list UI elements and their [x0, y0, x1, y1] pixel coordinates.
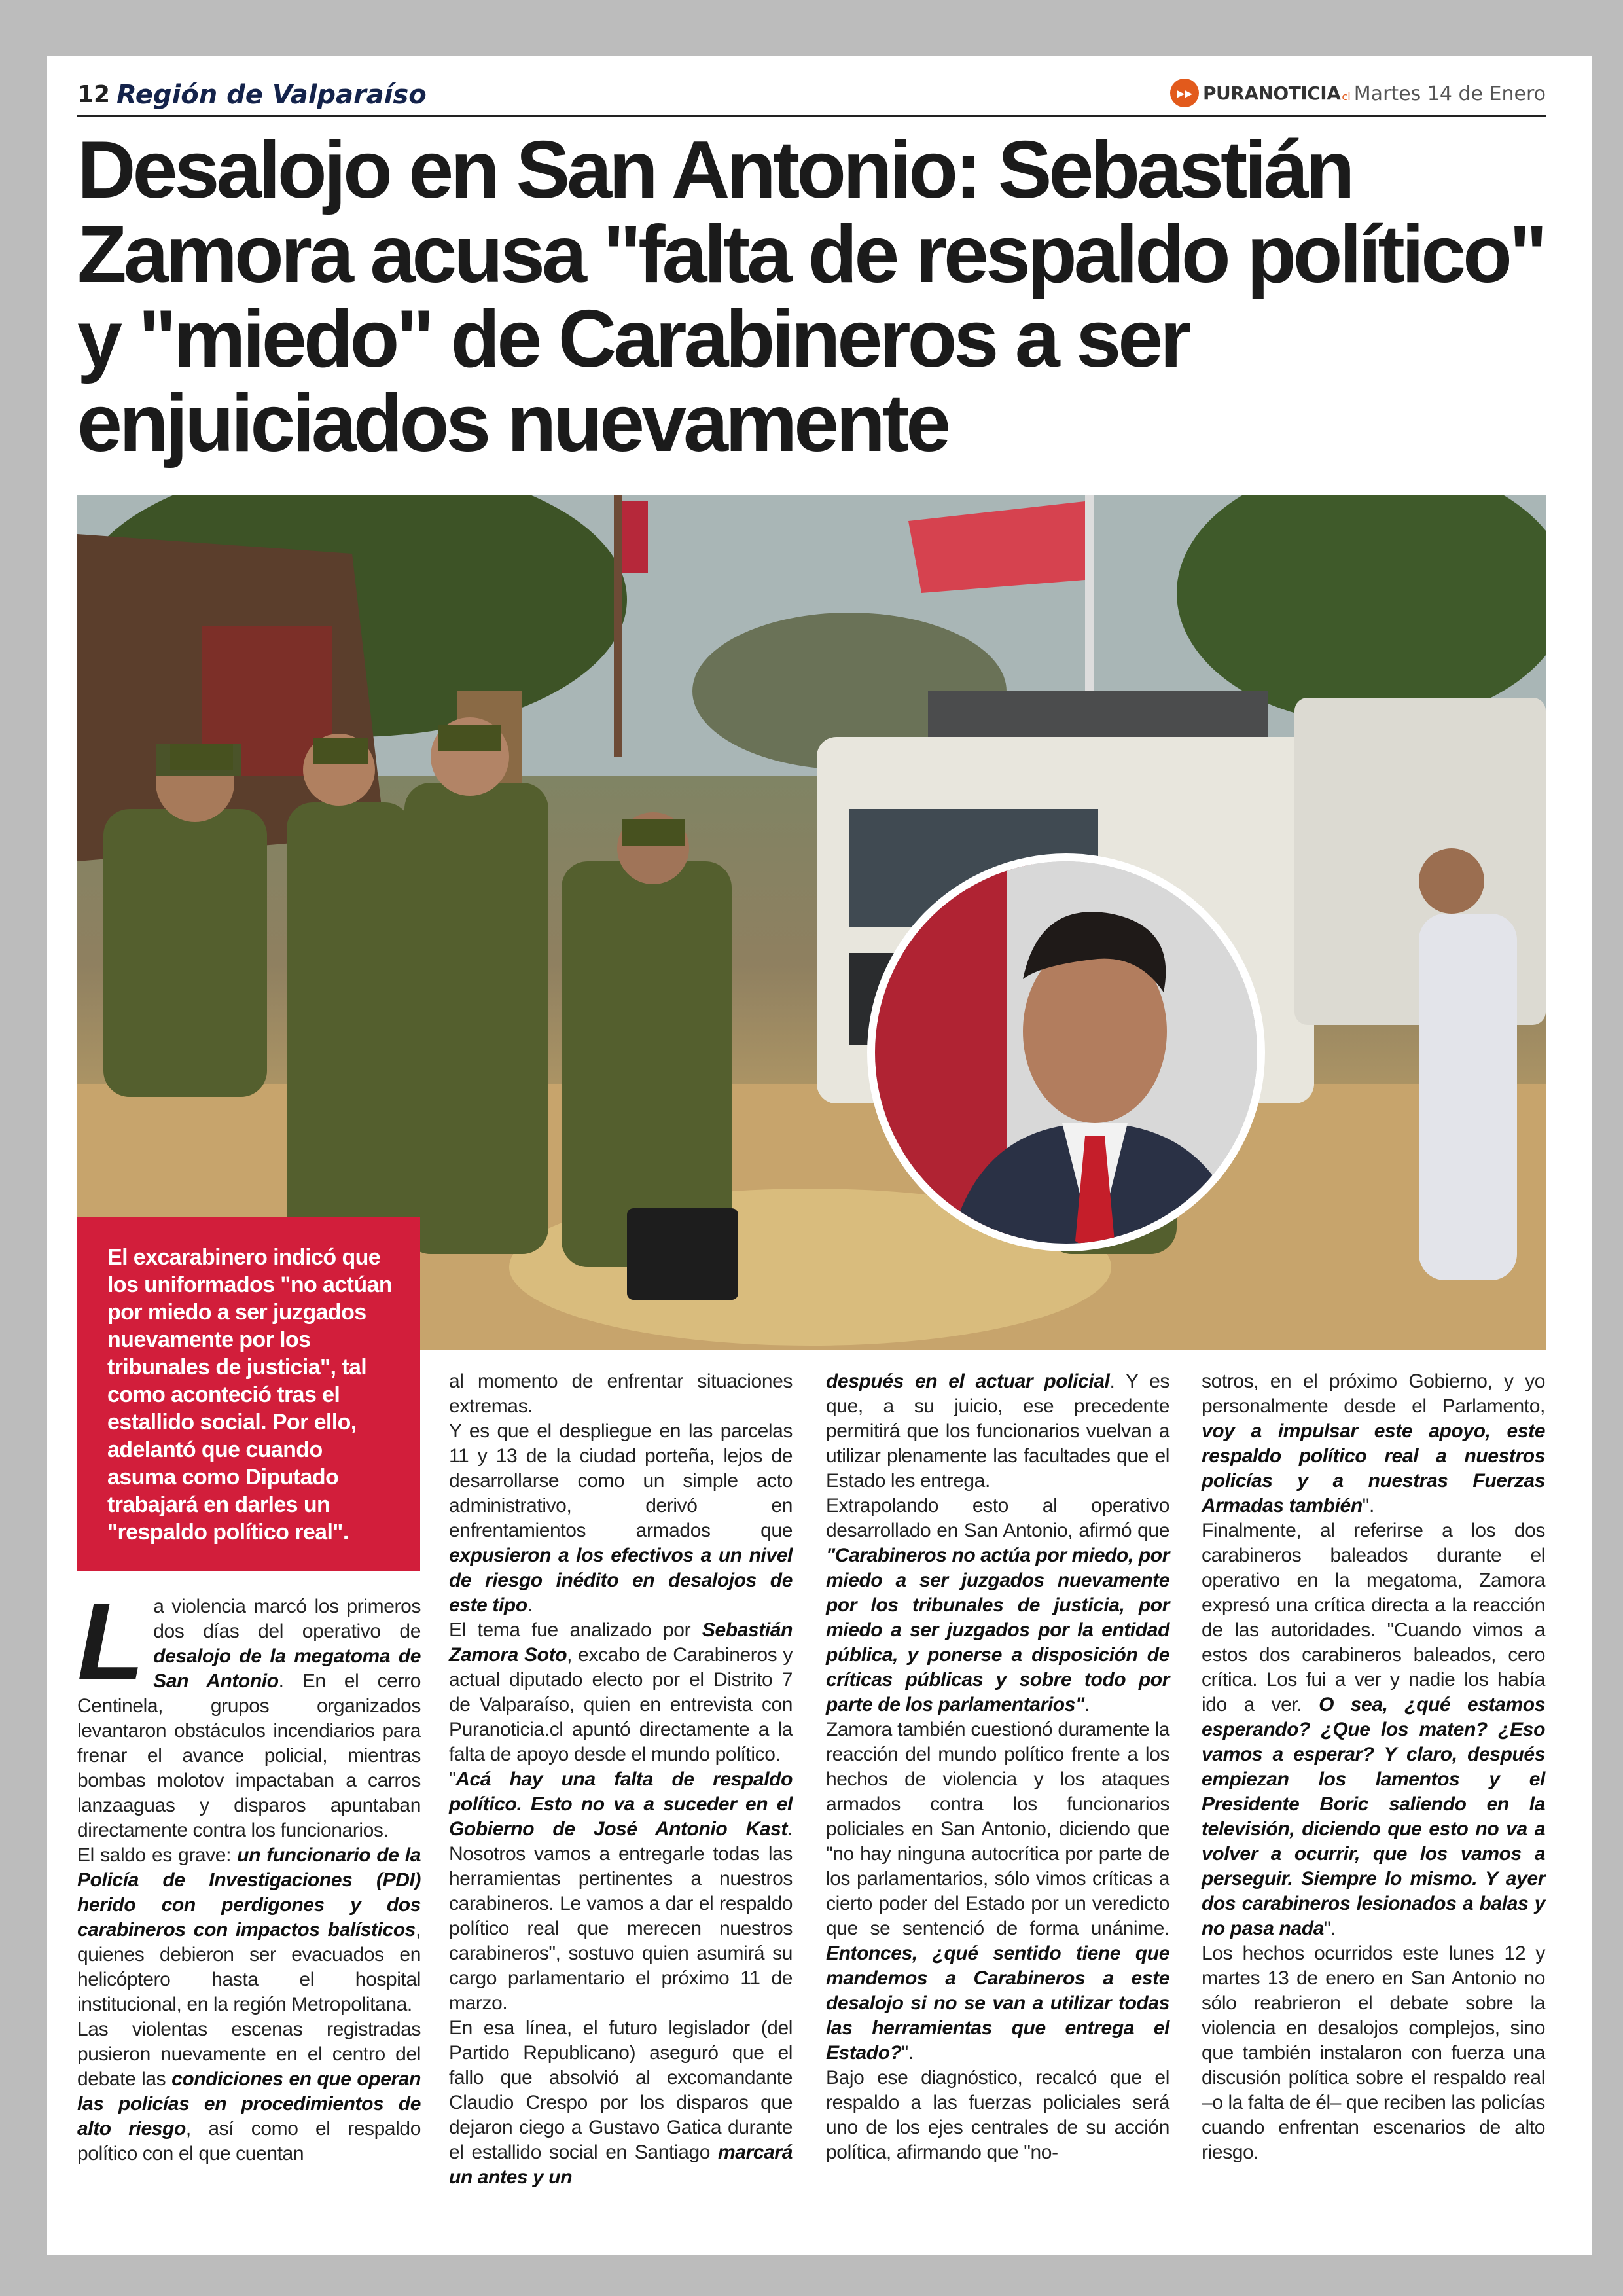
body-text: Extrapolando esto al operativo desarrollado en San Antonio, afirmó que: [826, 1495, 1169, 1541]
brand-suffix: cl: [1342, 90, 1351, 103]
emphasis-text: marcará un antes y un: [449, 2142, 793, 2188]
brand-name: PURANOTICIA: [1203, 82, 1341, 104]
dropcap: L: [77, 1580, 145, 1703]
body-text: En esa línea, el futuro legislador (del Partido Republicano) aseguró que el fallo que absolvió al excomandante Claudio Crespo por los disparos que dejaron ciego a Gustavo Gatica durante el estallido social en Santiago: [449, 2017, 793, 2163]
article-column-4: [1202, 1369, 1545, 2165]
body-text: a violencia marcó los primeros dos días del operativo de: [153, 1596, 421, 1642]
emphasis-text: "Carabineros no actúa por miedo, por miedo a ser juzgados nuevamente por los tribunales de justicia, por miedo a ser juzgados por la entidad pública, y ponerse a disposición de críticas públicas y sobre todo por parte de los parlamentarios": [826, 1545, 1169, 1715]
body-text: ".: [901, 2042, 914, 2064]
body-text: . En el cerro Centinela, grupos organizados levantaron obstáculos incendiarios para frenar el avance policial, mientras bombas molotov impactaban a carros lanzaaguas y disparos apuntaban directamente contra los funcionarios.: [77, 1670, 421, 1841]
body-text: El saldo es grave:: [77, 1844, 238, 1866]
body-text: Zamora también cuestionó duramente la reacción del mundo político frente a los hechos de violencia y los ataques armados contra los funcionarios policiales en San Antonio, diciendo que "no hay ninguna autocrítica por parte de los parlamentarios, sólo vimos críticas a cierto poder del Estado por un veredicto que se sentenció de forma unánime.: [826, 1719, 1169, 1939]
brand-logo: [1170, 79, 1351, 107]
body-text: Y es que el despliegue en las parcelas 11 y 13 de la ciudad porteña, lejos de desarrollarse como un simple acto administrativo, derivó en enfrentamientos armados que: [449, 1420, 793, 1541]
emphasis-text: Entonces, ¿qué sentido tiene que mandemos a Carabineros a este desalojo si no se van a utilizar todas las herramientas que entrega el Estado?: [826, 1943, 1169, 2064]
article-headline: Desalojo en San Antonio: Sebastián Zamora acusa "falta de respaldo político" y "miedo" de Carabineros a ser enjuiciados nuevamente: [77, 125, 1544, 469]
article-column-3: [826, 1369, 1169, 2165]
body-text: ": [449, 1768, 456, 1790]
emphasis-text: voy a impulsar este apoyo, este respaldo político real a nuestros policías y a nuestras Fuerzas Armadas también: [1202, 1420, 1545, 1516]
body-text: al momento de enfrentar situaciones extremas.: [449, 1371, 793, 1417]
issue-date: Martes 14 de Enero: [1353, 82, 1546, 105]
body-text: , así como el respaldo político con el que cuentan: [77, 2118, 421, 2164]
column-text: [1202, 1369, 1545, 2165]
emphasis-text: después en el actuar policial: [826, 1371, 1110, 1392]
body-text: .: [527, 1594, 533, 1616]
pull-quote-callout: El excarabinero indicó que los uniformados "no actúan por miedo a ser juzgados nuevamente por los tribunales de justicia", tal como aconteció tras el estallido social. Por ello, adelantó que cuando asuma como Diputado trabajará en darles un "respaldo político real".: [77, 1217, 420, 1571]
column-text: [826, 1369, 1169, 2165]
body-text: Finalmente, al referirse a los dos carabineros baleados durante el operativo en la megatoma, Zamora expresó una crítica directa a la reacción de las autoridades. "Cuando vimos a estos dos carabineros baleados, cero crítica. Los fui a ver y nadie los había ido a ver.: [1202, 1520, 1545, 1715]
body-text: Las violentas escenas registradas pusieron nuevamente en el centro del debate las: [77, 2018, 421, 2090]
emphasis-text: Sebastián Zamora Soto: [449, 1619, 793, 1666]
body-text: ".: [1362, 1495, 1374, 1516]
body-text: , excabo de Carabineros y actual diputado electo por el Distrito 7 de Valparaíso, quien en entrevista con Puranoticia.cl apuntó directamente a la falta de apoyo desde el mundo político.: [449, 1644, 793, 1765]
body-text: sotros, en el próximo Gobierno, y yo personalmente desde el Parlamento,: [1202, 1371, 1545, 1417]
article-column-1: [77, 1580, 421, 2166]
body-text: Bajo ese diagnóstico, recalcó que el respaldo a las fuerzas policiales será uno de los ejes centrales de su acción política, afirmando que "no-: [826, 2067, 1169, 2163]
emphasis-text: desalojo de la megatoma de San Antonio: [153, 1645, 421, 1692]
body-text: ".: [1323, 1918, 1336, 1939]
brand-logo-icon: ▸▸: [1170, 79, 1199, 107]
emphasis-text: Acá hay una falta de respaldo político. Esto no va a suceder en el Gobierno de José Antonio Kast: [449, 1768, 793, 1840]
page-header: [77, 77, 1546, 117]
body-text: El tema fue analizado por: [449, 1619, 702, 1641]
column-text: [449, 1369, 793, 2190]
emphasis-text: O sea, ¿qué estamos esperando? ¿Que los maten? ¿Eso vamos a esperar? Y claro, después empiezan los lamentos y el Presidente Boric saliendo en la televisión, diciendo que esto no va a volver a ocurrir, que los vamos a perseguir. Siempre lo mismo. Y ayer dos carabineros lesionados a balas y no pasa nada: [1202, 1694, 1545, 1939]
page-number: 12: [77, 81, 111, 108]
body-text: . Y es que, a su juicio, ese precedente permitirá que los funcionarios vuelvan a utilizar plenamente las facultades que el Estado les entrega.: [826, 1371, 1169, 1492]
emphasis-text: condiciones en que operan las policías en procedimientos de alto riesgo: [77, 2068, 421, 2140]
body-text: , quienes debieron ser evacuados en helicóptero hasta el hospital institucional, en la región Metropolitana.: [77, 1919, 421, 2015]
article-column-2: [449, 1369, 793, 2190]
body-text: . Nosotros vamos a entregarle todas las herramientas pertinentes a nuestros carabineros. Le vamos a dar el respaldo político real que merecen nuestros carabineros", sostuvo quien asumirá su cargo parlamentario el próximo 11 de marzo.: [449, 1818, 793, 2014]
emphasis-text: un funcionario de la Policía de Investigaciones (PDI) herido con perdigones y dos carabineros con impactos balísticos: [77, 1844, 421, 1941]
body-text: Los hechos ocurridos este lunes 12 y martes 13 de enero en San Antonio no sólo reabrieron el debate sobre la violencia en desalojos complejos, sino que también instalaron con fuerza una discusión política sobre el respaldo real –o la falta de él– que reciben las policías cuando enfrentan escenarios de alto riesgo.: [1202, 1943, 1545, 2163]
section-title: Región de Valparaíso: [116, 80, 427, 110]
emphasis-text: expusieron a los efectivos a un nivel de riesgo inédito en desalojos de este tipo: [449, 1545, 793, 1616]
body-text: .: [1084, 1694, 1090, 1715]
